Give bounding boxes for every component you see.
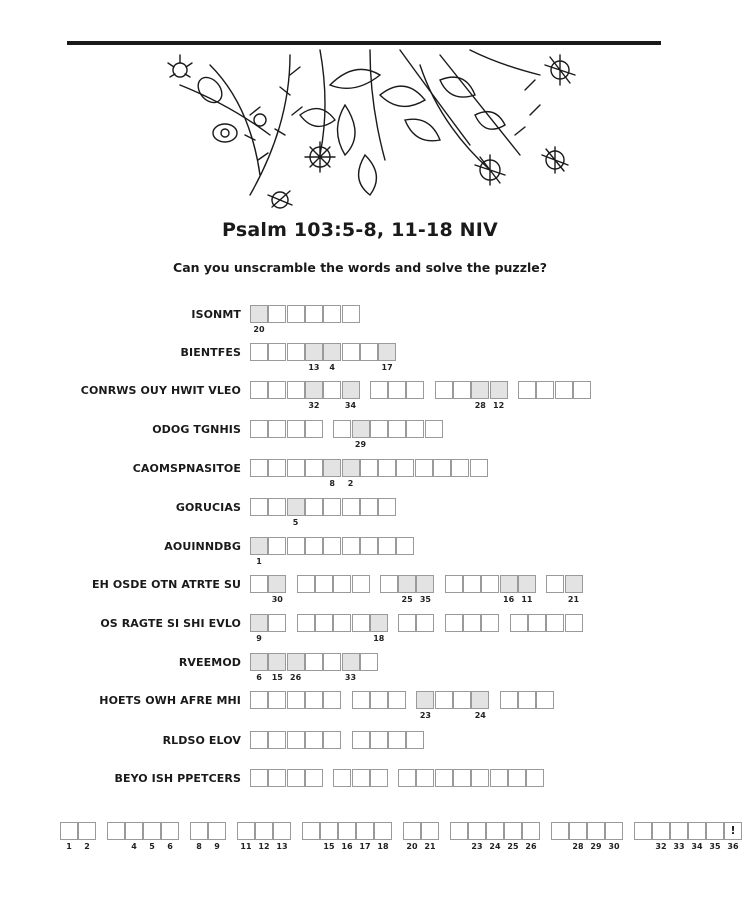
letter-box[interactable] <box>342 381 360 399</box>
letter-box[interactable] <box>360 653 378 671</box>
letter-box[interactable] <box>433 459 451 477</box>
letter-box[interactable] <box>323 691 341 709</box>
answer-number: 36 <box>727 842 739 851</box>
letter-box[interactable] <box>305 769 323 787</box>
letter-box[interactable] <box>305 653 323 671</box>
letter-box[interactable] <box>315 614 333 632</box>
letter-box[interactable] <box>360 343 378 361</box>
letter-box[interactable] <box>528 614 546 632</box>
letter-box[interactable] <box>360 537 378 555</box>
answer-box[interactable] <box>302 822 320 840</box>
letter-box[interactable] <box>287 498 305 516</box>
letter-box[interactable] <box>435 691 453 709</box>
answer-number: 21 <box>424 842 436 851</box>
box-number: 17 <box>381 363 393 372</box>
answer-box[interactable] <box>190 822 208 840</box>
answer-box[interactable] <box>688 822 706 840</box>
letter-box[interactable] <box>352 691 370 709</box>
answer-box[interactable] <box>255 822 273 840</box>
letter-box[interactable] <box>508 769 526 787</box>
box-number: 16 <box>503 595 515 604</box>
answer-number: 15 <box>323 842 335 851</box>
letter-box[interactable] <box>463 614 481 632</box>
letter-box[interactable] <box>315 575 333 593</box>
letter-box[interactable] <box>481 575 499 593</box>
letter-box[interactable] <box>546 575 564 593</box>
box-number: 15 <box>271 673 283 682</box>
letter-box[interactable] <box>416 614 434 632</box>
letter-box[interactable] <box>445 614 463 632</box>
letter-box[interactable] <box>388 691 406 709</box>
answer-number: 24 <box>489 842 501 851</box>
clue-text: HOETS OWH AFRE MHI <box>99 694 241 707</box>
letter-box[interactable] <box>268 459 286 477</box>
letter-box[interactable] <box>352 731 370 749</box>
answer-box[interactable] <box>78 822 96 840</box>
answer-box[interactable] <box>338 822 356 840</box>
letter-box[interactable] <box>490 769 508 787</box>
letter-box[interactable] <box>573 381 591 399</box>
letter-box[interactable] <box>370 614 388 632</box>
answer-number: 4 <box>131 842 137 851</box>
letter-box[interactable] <box>546 614 564 632</box>
letter-box[interactable] <box>463 575 481 593</box>
letter-box[interactable] <box>250 731 268 749</box>
box-number: 6 <box>256 673 262 682</box>
letter-box[interactable] <box>370 691 388 709</box>
answer-box[interactable] <box>107 822 125 840</box>
letter-box[interactable] <box>416 769 434 787</box>
box-number: 33 <box>344 673 357 682</box>
letter-box[interactable] <box>565 614 583 632</box>
letter-box[interactable] <box>323 653 341 671</box>
letter-box[interactable] <box>287 420 305 438</box>
letter-box[interactable] <box>360 498 378 516</box>
letter-box[interactable] <box>406 731 424 749</box>
letter-box[interactable] <box>398 769 416 787</box>
letter-box[interactable] <box>471 381 489 399</box>
answer-number: 18 <box>377 842 389 851</box>
letter-box[interactable] <box>250 498 268 516</box>
answer-number: 35 <box>709 842 721 851</box>
clue-text: BEYO ISH PPETCERS <box>114 772 241 785</box>
letter-box[interactable] <box>268 614 286 632</box>
letter-box[interactable] <box>352 614 370 632</box>
letter-box[interactable] <box>250 769 268 787</box>
letter-box[interactable] <box>396 537 414 555</box>
answer-box[interactable] <box>320 822 338 840</box>
letter-box[interactable] <box>555 381 573 399</box>
letter-box[interactable] <box>370 731 388 749</box>
letter-box[interactable] <box>250 691 268 709</box>
box-number: 35 <box>419 595 431 604</box>
letter-box[interactable] <box>378 459 396 477</box>
letter-box[interactable] <box>305 731 323 749</box>
letter-box[interactable] <box>425 420 443 438</box>
letter-box[interactable] <box>536 691 554 709</box>
clue-text: ISONMT <box>191 308 241 321</box>
letter-box[interactable] <box>380 575 398 593</box>
box-number: 2 <box>347 479 354 488</box>
letter-box[interactable] <box>305 420 323 438</box>
answer-box[interactable] <box>161 822 179 840</box>
letter-box[interactable] <box>471 769 489 787</box>
page-title: Psalm 103:5-8, 11-18 NIV <box>222 219 498 241</box>
box-number: 23 <box>419 711 431 720</box>
letter-box[interactable] <box>510 614 528 632</box>
answer-number: 13 <box>276 842 288 851</box>
instructions: Can you unscramble the words and solve the puzzle? <box>173 260 547 275</box>
letter-box[interactable] <box>250 343 268 361</box>
answer-number: 11 <box>240 842 252 851</box>
answer-box[interactable] <box>551 822 569 840</box>
letter-box[interactable] <box>268 731 286 749</box>
letter-box[interactable] <box>398 614 416 632</box>
answer-box[interactable] <box>60 822 78 840</box>
letter-box[interactable] <box>406 420 424 438</box>
letter-box[interactable] <box>287 381 305 399</box>
letter-box[interactable] <box>490 381 508 399</box>
answer-number: 32 <box>655 842 667 851</box>
answer-number: 23 <box>471 842 483 851</box>
letter-box[interactable] <box>250 614 268 632</box>
answer-box[interactable] <box>421 822 439 840</box>
letter-box[interactable] <box>370 420 388 438</box>
letter-box[interactable] <box>445 575 463 593</box>
answer-number: 17 <box>359 842 371 851</box>
letter-box[interactable] <box>287 305 305 323</box>
letter-box[interactable] <box>536 381 554 399</box>
clue-text: RLDSO ELOV <box>162 734 241 747</box>
letter-box[interactable] <box>415 459 433 477</box>
letter-box[interactable] <box>268 420 286 438</box>
letter-box[interactable] <box>333 614 351 632</box>
letter-box[interactable] <box>378 537 396 555</box>
box-number: 32 <box>308 401 320 410</box>
answer-box[interactable] <box>670 822 688 840</box>
answer-box[interactable] <box>237 822 255 840</box>
box-number: 26 <box>290 673 302 682</box>
letter-box[interactable] <box>471 691 489 709</box>
clue-text: BIENTFES <box>180 346 241 359</box>
letter-box[interactable] <box>526 769 544 787</box>
answer-box[interactable] <box>652 822 670 840</box>
floral-illustration <box>140 45 600 210</box>
box-number: 18 <box>373 634 385 643</box>
letter-box[interactable] <box>305 498 323 516</box>
letter-box[interactable] <box>342 305 360 323</box>
answer-box[interactable] <box>605 822 623 840</box>
letter-box[interactable] <box>388 420 406 438</box>
box-number: 29 <box>354 440 367 449</box>
box-number: 9 <box>256 634 262 643</box>
answer-number: 34 <box>691 842 703 851</box>
letter-box[interactable] <box>323 305 341 323</box>
answer-number: 20 <box>406 842 418 851</box>
letter-box[interactable] <box>323 343 341 361</box>
letter-box[interactable] <box>352 420 370 438</box>
answer-number: 5 <box>149 842 155 851</box>
answer-box[interactable] <box>634 822 652 840</box>
letter-box[interactable] <box>297 575 315 593</box>
letter-box[interactable] <box>352 769 370 787</box>
letter-box[interactable] <box>388 381 406 399</box>
letter-box[interactable] <box>268 343 286 361</box>
answer-number: 30 <box>608 842 620 851</box>
letter-box[interactable] <box>398 575 416 593</box>
letter-box[interactable] <box>370 381 388 399</box>
letter-box[interactable] <box>453 691 471 709</box>
box-number: 24 <box>474 711 486 720</box>
clue-text: ODOG TGNHIS <box>152 423 241 436</box>
box-number: 4 <box>329 363 335 372</box>
answer-number: 9 <box>214 842 220 851</box>
letter-box[interactable] <box>268 498 286 516</box>
letter-box[interactable] <box>378 498 396 516</box>
answer-number: 33 <box>673 842 685 851</box>
box-number: 13 <box>308 363 320 372</box>
letter-box[interactable] <box>287 731 305 749</box>
answer-box[interactable] <box>208 822 226 840</box>
answer-number: 6 <box>167 842 173 851</box>
answer-number: 1 <box>66 842 72 851</box>
letter-box[interactable] <box>333 420 351 438</box>
box-number: 25 <box>401 595 413 604</box>
letter-box[interactable] <box>342 537 360 555</box>
letter-box[interactable] <box>435 769 453 787</box>
clue-text: RVEEMOD <box>178 656 241 669</box>
letter-box[interactable] <box>518 381 536 399</box>
letter-box[interactable] <box>323 731 341 749</box>
box-number: 28 <box>474 401 486 410</box>
letter-box[interactable] <box>268 691 286 709</box>
letter-box[interactable] <box>305 305 323 323</box>
letter-box[interactable] <box>360 459 378 477</box>
box-number: 20 <box>253 325 265 334</box>
letter-box[interactable] <box>518 691 536 709</box>
letter-box[interactable] <box>323 459 341 477</box>
box-number: 11 <box>521 595 533 604</box>
box-number: 34 <box>344 401 357 410</box>
letter-box[interactable] <box>250 381 268 399</box>
letter-box[interactable] <box>451 459 469 477</box>
letter-box[interactable] <box>342 343 360 361</box>
answer-box[interactable] <box>706 822 724 840</box>
answer-box[interactable] <box>486 822 504 840</box>
letter-box[interactable] <box>268 537 286 555</box>
letter-box[interactable] <box>305 459 323 477</box>
letter-box[interactable] <box>342 459 360 477</box>
letter-box[interactable] <box>323 537 341 555</box>
letter-box[interactable] <box>268 305 286 323</box>
letter-box[interactable] <box>287 653 305 671</box>
exclamation-mark: ! <box>730 824 736 837</box>
box-number: 5 <box>292 518 299 527</box>
letter-box[interactable] <box>287 537 305 555</box>
answer-number: 8 <box>196 842 202 851</box>
box-number: 21 <box>567 595 580 604</box>
answer-box[interactable] <box>522 822 540 840</box>
answer-box[interactable] <box>450 822 468 840</box>
answer-box[interactable] <box>125 822 143 840</box>
letter-box[interactable] <box>565 575 583 593</box>
answer-box[interactable] <box>374 822 392 840</box>
letter-box[interactable] <box>297 614 315 632</box>
clue-text: CAOMSPNASITOE <box>132 462 241 475</box>
letter-box[interactable] <box>305 343 323 361</box>
answer-box[interactable] <box>273 822 291 840</box>
answer-box[interactable] <box>587 822 605 840</box>
letter-box[interactable] <box>287 459 305 477</box>
letter-box[interactable] <box>305 537 323 555</box>
letter-box[interactable] <box>416 691 434 709</box>
clue-text: OS RAGTE SI SHI EVLO <box>100 617 241 630</box>
clue-text: EH OSDE OTN ATRTE SU <box>91 578 241 591</box>
letter-box[interactable] <box>287 343 305 361</box>
answer-number: 25 <box>507 842 519 851</box>
answer-number: 28 <box>572 842 584 851</box>
letter-box[interactable] <box>435 381 453 399</box>
letter-box[interactable] <box>268 381 286 399</box>
letter-box[interactable] <box>305 381 323 399</box>
clue-text: GORUCIAS <box>175 501 241 514</box>
answer-number: 12 <box>258 842 270 851</box>
letter-box[interactable] <box>268 575 286 593</box>
letter-box[interactable] <box>333 575 351 593</box>
answer-box[interactable] <box>504 822 522 840</box>
clue-text: AOUINNDBG <box>164 540 241 553</box>
letter-box[interactable] <box>250 537 268 555</box>
answer-number: 29 <box>590 842 602 851</box>
letter-box[interactable] <box>287 769 305 787</box>
letter-box[interactable] <box>470 459 488 477</box>
letter-box[interactable] <box>323 381 341 399</box>
letter-box[interactable] <box>250 459 268 477</box>
clue-text: CONRWS OUY HWIT VLEO <box>80 384 241 397</box>
answer-box[interactable] <box>403 822 421 840</box>
letter-box[interactable] <box>250 305 268 323</box>
letter-box[interactable] <box>388 731 406 749</box>
letter-box[interactable] <box>378 343 396 361</box>
answer-box[interactable] <box>569 822 587 840</box>
letter-box[interactable] <box>518 575 536 593</box>
letter-box[interactable] <box>500 691 518 709</box>
letter-box[interactable] <box>453 769 471 787</box>
answer-number: 26 <box>525 842 537 851</box>
letter-box[interactable] <box>406 381 424 399</box>
letter-box[interactable] <box>342 653 360 671</box>
letter-box[interactable] <box>268 653 286 671</box>
letter-box[interactable] <box>268 769 286 787</box>
answer-number: 16 <box>341 842 353 851</box>
box-number: 1 <box>256 557 262 566</box>
letter-box[interactable] <box>305 691 323 709</box>
answer-number: 2 <box>84 842 90 851</box>
letter-box[interactable] <box>352 575 370 593</box>
letter-box[interactable] <box>453 381 471 399</box>
box-number: 30 <box>271 595 283 604</box>
answer-box[interactable] <box>143 822 161 840</box>
box-number: 8 <box>329 479 335 488</box>
answer-box[interactable] <box>468 822 486 840</box>
letter-box[interactable] <box>500 575 518 593</box>
letter-box[interactable] <box>370 769 388 787</box>
box-number: 12 <box>493 401 505 410</box>
letter-box[interactable] <box>481 614 499 632</box>
answer-box[interactable] <box>356 822 374 840</box>
letter-box[interactable] <box>250 575 268 593</box>
letter-box[interactable] <box>250 420 268 438</box>
letter-box[interactable] <box>342 498 360 516</box>
letter-box[interactable] <box>287 691 305 709</box>
letter-box[interactable] <box>416 575 434 593</box>
letter-box[interactable] <box>323 498 341 516</box>
letter-box[interactable] <box>396 459 414 477</box>
letter-box[interactable] <box>333 769 351 787</box>
letter-box[interactable] <box>250 653 268 671</box>
